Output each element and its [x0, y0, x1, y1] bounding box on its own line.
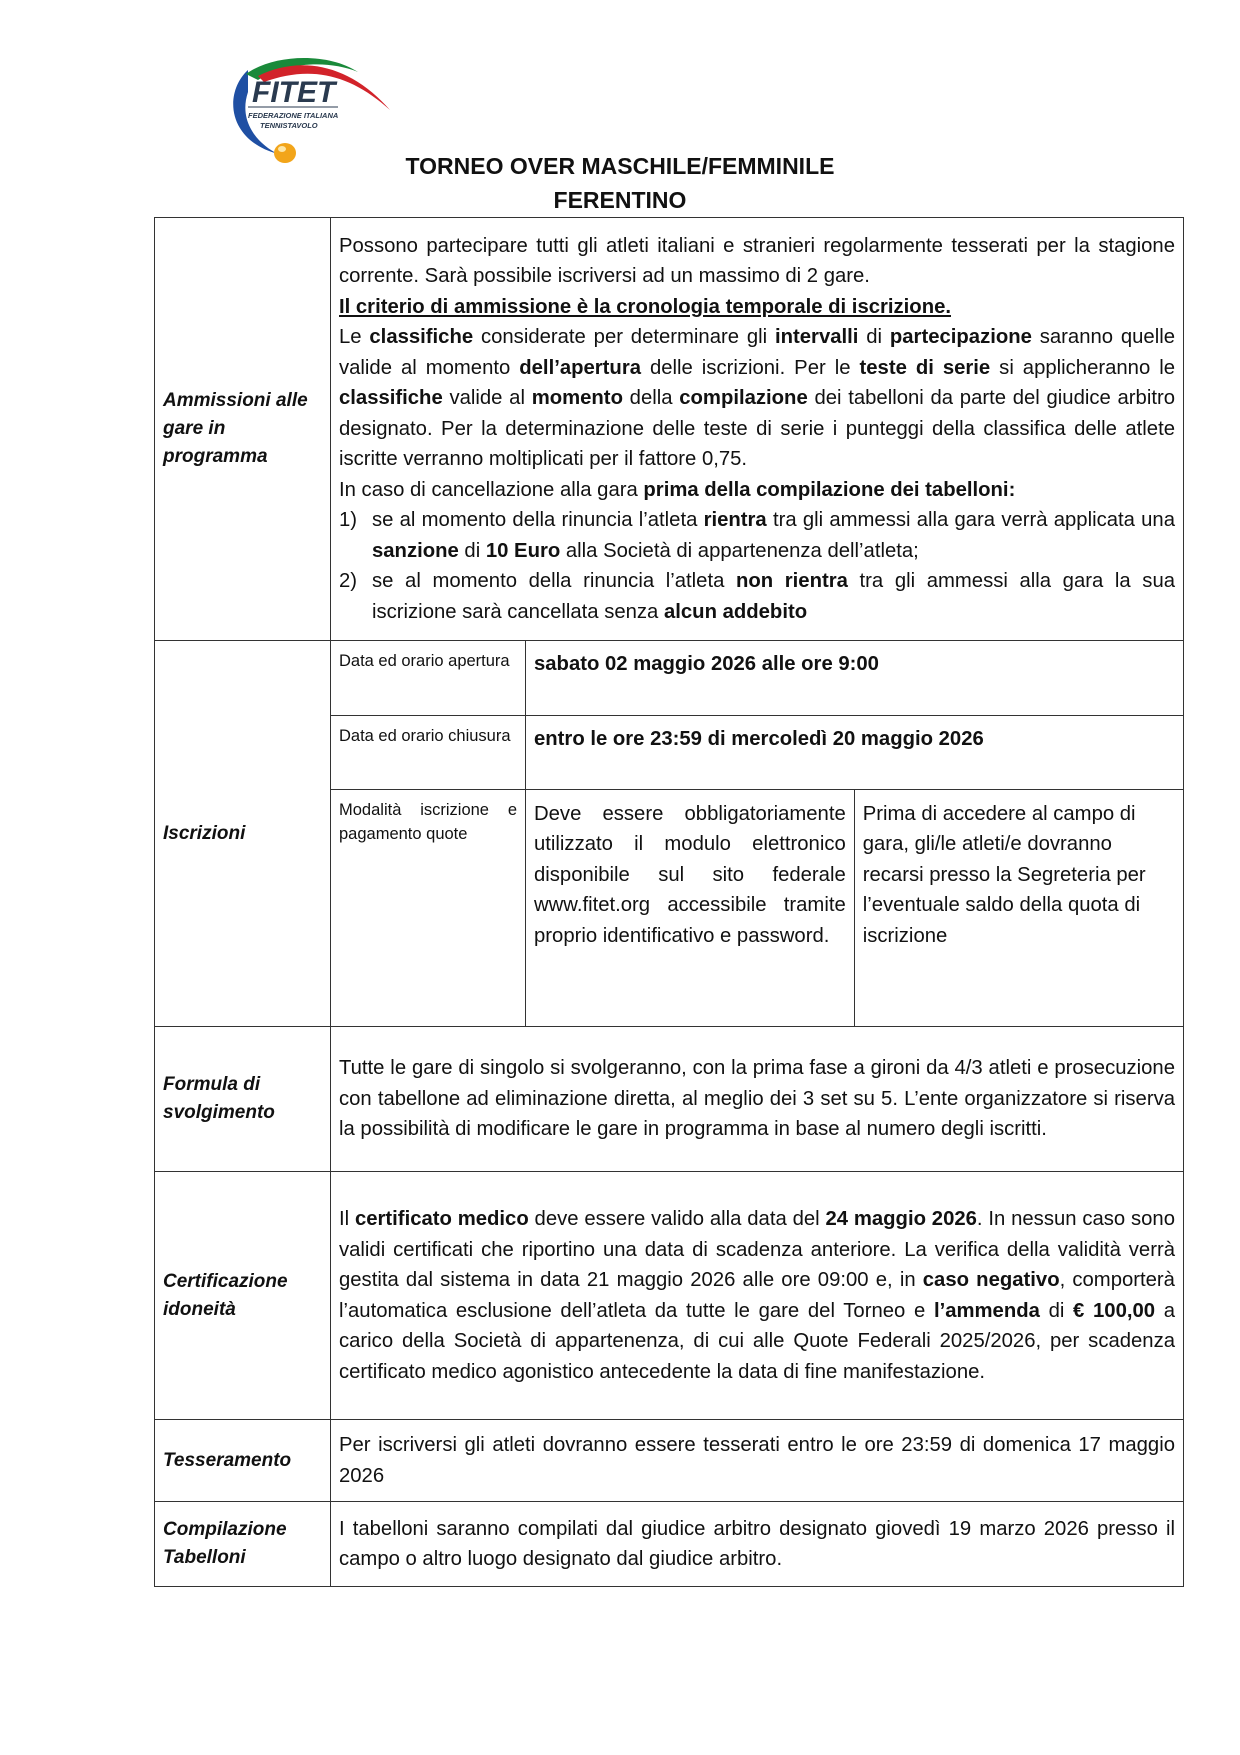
iscrizioni-subtable [331, 641, 1183, 1026]
logo-line2: TENNISTAVOLO [260, 121, 318, 130]
ammissioni-cancellazione: In caso di cancellazione alla gara prima della compilazione dei tabelloni: [339, 478, 1016, 501]
rule-item-1: 1) se al momento della rinuncia l’atleta rientra tra gli ammessi alla gara verrà applicata una sanzione di 10 Euro alla Società di appartenenza dell’atleta; [339, 509, 1175, 562]
cancellation-rules-list [339, 505, 1175, 627]
row-certificazione [155, 1172, 1184, 1420]
label-certificazione: Certificazione idoneità [155, 1172, 331, 1420]
rule-item-2: 2) se al momento della rinuncia l’atleta non rientra tra gli ammessi alla gara la sua iscrizione sarà cancellata senza alcun addebito [339, 570, 1175, 623]
content-formula: Tutte le gare di singolo si svolgeranno, con la prima fase a gironi da 4/3 atleti e prosecuzione con tabellone ad eliminazione diretta, al meglio dei 3 set su 5. L’ente organizzatore si riserva la possibilità di modificare le gare in programma in base al numero degli iscritti. [331, 1027, 1184, 1172]
label-compilazione: Compilazione Tabelloni [155, 1502, 331, 1587]
content-ammissioni [331, 218, 1184, 641]
chiusura-label: Data ed orario chiusura [331, 715, 526, 789]
row-iscrizioni [155, 641, 1184, 1027]
content-certificazione: Il certificato medico deve essere valido alla data del 24 maggio 2026. In nessun caso sono validi certificati che riportino una data di scadenza anteriore. La verifica della validità verrà gestita dal sistema in data 21 maggio 2026 alle ore 09:00 e, in caso negativo, comporterà l’automatica esclusione dell’atleta da tutte le gare del Torneo e l’ammenda di € 100,00 a carico della Società di appartenenza, di cui alle Quote Federali 2025/2026, per scadenza certificato medico agonistico antecedente la data di fine manifestazione. [331, 1172, 1184, 1420]
document-title: TORNEO OVER MASCHILE/FEMMINILE [405, 153, 835, 179]
apertura-label: Data ed orario apertura [331, 641, 526, 715]
label-ammissioni: Ammissioni alle gare in programma [155, 218, 331, 641]
row-ammissioni [155, 218, 1184, 641]
ammissioni-intro: Possono partecipare tutti gli atleti italiani e stranieri regolarmente tesserati per la stagione corrente. Sarà possibile iscriversi ad un massimo di 2 gare. [339, 234, 1175, 288]
label-iscrizioni: Iscrizioni [155, 641, 331, 1027]
ammissioni-classifiche: Le classifiche considerate per determinare gli intervalli di partecipazione saranno quelle valide al momento dell’apertura delle iscrizioni. Per le teste di serie si applicheranno le classifiche valide al momento della compilazione dei tabelloni da parte del giudice arbitro designato. Per la determinazione delle teste di serie i punteggi della classifica delle atlete iscritte verranno moltiplicati per il fattore 0,75. [339, 326, 1176, 471]
label-tesseramento: Tesseramento [155, 1420, 331, 1502]
content-iscrizioni [331, 641, 1184, 1027]
content-compilazione: I tabelloni saranno compilati dal giudice arbitro designato giovedì 19 marzo 2026 presso il campo o altro luogo designato dal giudice arbitro. [331, 1502, 1184, 1587]
modalita-label: Modalità iscrizione e pagamento quote [331, 789, 526, 1026]
ammissioni-criterio: Il criterio di ammissione è la cronologia temporale di iscrizione. [339, 295, 951, 318]
modalita-text: Deve essere obbligatoriamente utilizzato il modulo elettronico disponibile sul sito federale www.fitet.org accessibile tramite proprio identificativo e password. [526, 789, 855, 1026]
logo-name: FITET [252, 76, 336, 109]
label-formula: Formula di svolgimento [155, 1027, 331, 1172]
content-tesseramento: Per iscriversi gli atleti dovranno essere tesserati entro le ore 23:59 di domenica 17 maggio 2026 [331, 1420, 1184, 1502]
modalita-text-segreteria: Prima di accedere al campo di gara, gli/le atleti/e dovranno recarsi presso la Segreteria per l’eventuale saldo della quota di iscrizione [854, 789, 1183, 1026]
row-compilazione [155, 1502, 1184, 1587]
chiusura-value: entro le ore 23:59 di mercoledì 20 maggio 2026 [526, 715, 1184, 789]
apertura-value: sabato 02 maggio 2026 alle ore 9:00 [526, 641, 1184, 715]
regulations-table [154, 217, 1184, 1587]
document-subtitle: FERENTINO [553, 187, 687, 213]
logo-line1: FEDERAZIONE ITALIANA [248, 111, 339, 120]
row-formula [155, 1027, 1184, 1172]
row-tesseramento [155, 1420, 1184, 1502]
